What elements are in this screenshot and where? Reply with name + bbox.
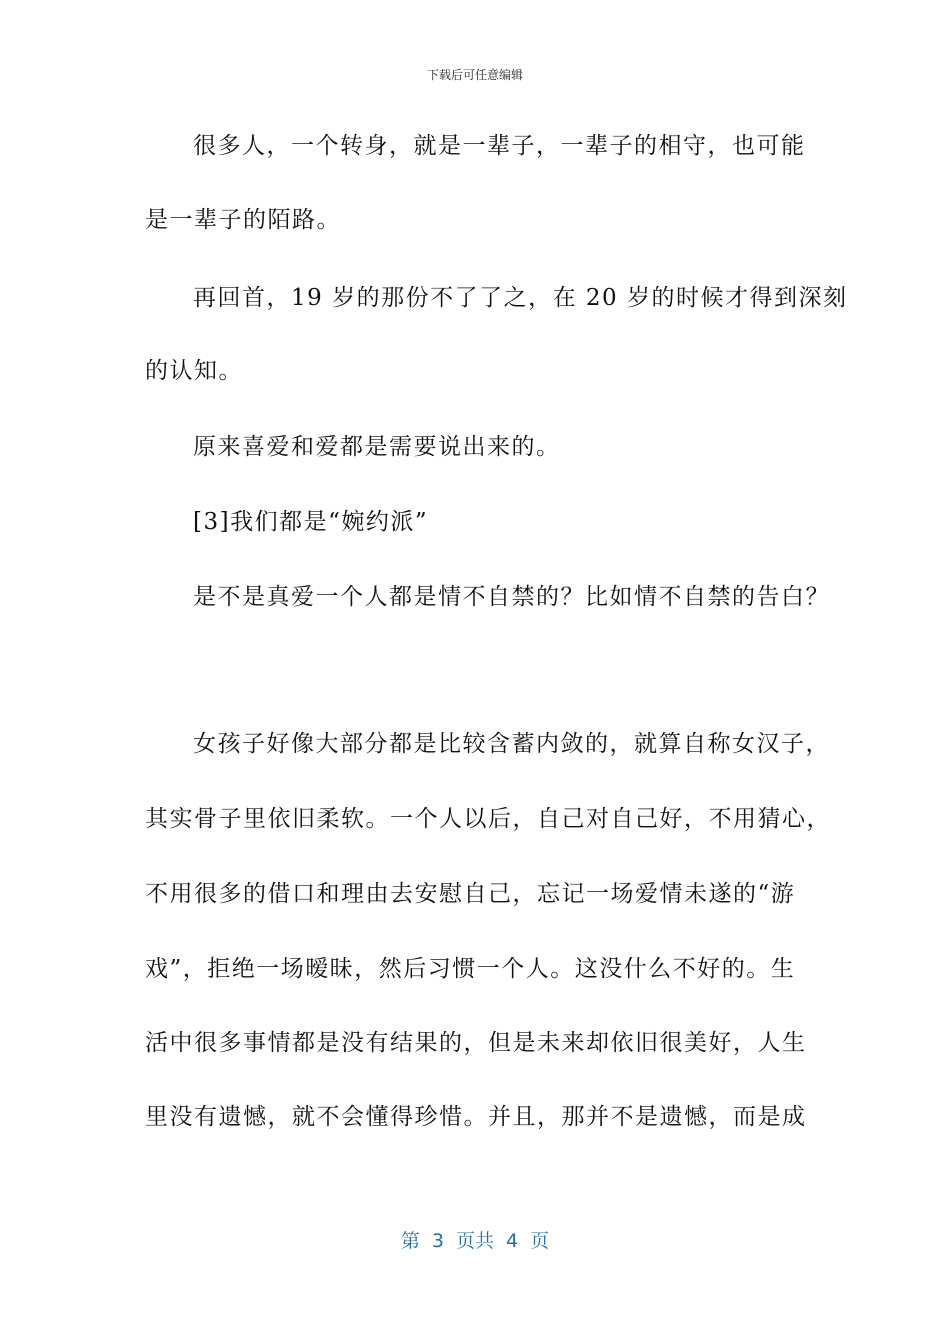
- paragraph-line: 活中很多事情都是没有结果的，但是未来却依旧很美好，人生: [145, 1030, 807, 1056]
- paragraph-line: 其实骨子里依旧柔软。一个人以后，自己对自己好，不用猜心，: [145, 806, 831, 832]
- paragraph-line: 的认知。: [145, 358, 243, 384]
- page-header: 下载后可任意编辑: [426, 68, 523, 82]
- paragraph-line: 是一辈子的陌路。: [145, 207, 341, 233]
- total-pages-number: 4: [506, 1230, 519, 1252]
- section-heading: [3]我们都是“婉约派”: [193, 509, 429, 535]
- paragraph-line: 戏”，拒绝一场暧昧，然后习惯一个人。这没什么不好的。生: [145, 956, 796, 982]
- paragraph-line: 女孩子好像大部分都是比较含蓄内敛的，就算自称女汉子，: [193, 731, 830, 757]
- paragraph-line: 很多人，一个转身，就是一辈子，一辈子的相守，也可能: [193, 133, 806, 159]
- page-label-prefix: 第: [400, 1230, 420, 1252]
- page-label-mid: 页共: [455, 1230, 494, 1252]
- page-footer: [0, 1226, 950, 1253]
- paragraph-line: 再回首，19 岁的那份不了了之，在 20 岁的时候才得到深刻: [193, 285, 848, 311]
- paragraph-line: 不用很多的借口和理由去安慰自己，忘记一场爱情未遂的“游: [145, 881, 796, 907]
- paragraph-line: 原来喜爱和爱都是需要说出来的。: [193, 434, 561, 460]
- paragraph-line: 是不是真爱一个人都是情不自禁的？比如情不自禁的告白？: [193, 584, 830, 610]
- page-label-suffix: 页: [530, 1230, 550, 1252]
- current-page-number: 3: [431, 1230, 444, 1252]
- paragraph-line: 里没有遗憾，就不会懂得珍惜。并且，那并不是遗憾，而是成: [145, 1104, 807, 1130]
